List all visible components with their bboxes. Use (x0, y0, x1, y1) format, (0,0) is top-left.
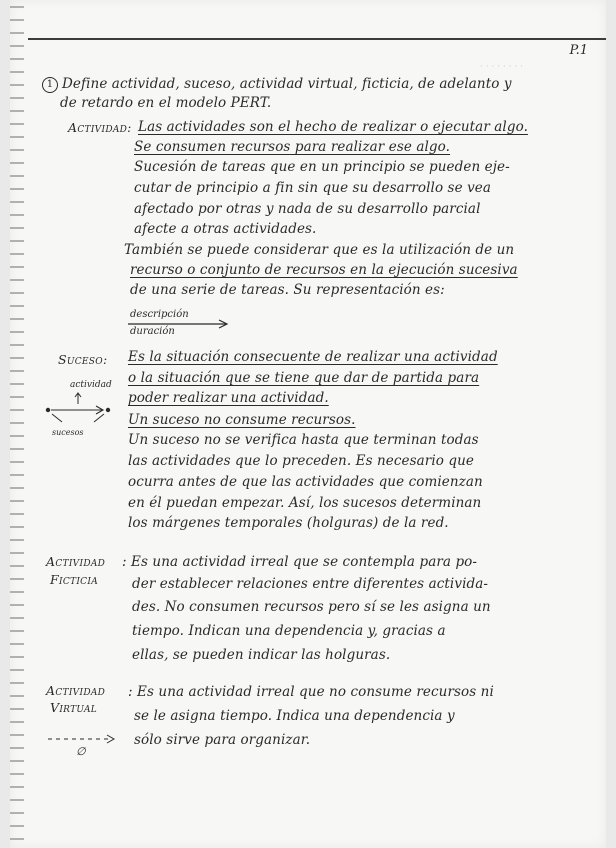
suceso-label: Suceso: (58, 352, 108, 367)
show-through-text: · · · · · · · · (480, 62, 523, 72)
suceso-line-7: ocurra antes de que las actividades que comienzan (128, 474, 483, 490)
suceso-line-5: Un suceso no se verifica hasta que terminan todas (128, 432, 479, 448)
diagram-duration-label: duración (130, 326, 175, 337)
suceso-node-diagram (40, 388, 130, 428)
spiral-binding (10, 0, 24, 848)
question-number: 1 (42, 77, 58, 93)
ficticia-line-3: des. No consumen recursos pero sí se les asigna un (132, 599, 491, 615)
suceso-line-1: Es la situación consecuente de realizar una actividad (128, 349, 498, 365)
virtual-line-2: se le asigna tiempo. Indica una dependencia y (134, 708, 455, 724)
notebook-page (10, 0, 606, 848)
suceso-line-6: las actividades que lo preceden. Es necesario que (128, 453, 475, 469)
actividad-line-7: También se puede considerar que es la utilización de un (124, 242, 515, 258)
question-line-1 (42, 75, 606, 93)
diagram-description-label: descripción (130, 309, 189, 320)
virtual-empty-symbol: ∅ (76, 745, 86, 758)
ficticia-label-2: Ficticia (50, 572, 99, 587)
question-text-1: Define actividad, suceso, actividad virtual, ficticia, de adelanto y (62, 76, 512, 92)
actividad-line-5: afectado por otras y nada de su desarrollo parcial (134, 201, 481, 217)
suceso-line-9: los márgenes temporales (holguras) de la red. (128, 515, 449, 531)
ficticia-line-2: der establecer relaciones entre diferentes activida- (132, 576, 489, 592)
question-line-2: de retardo en el modelo PERT. (60, 95, 272, 111)
suceso-line-4: Un suceso no consume recursos. (128, 412, 356, 428)
actividad-line-2: Se consumen recursos para realizar ese algo. (134, 139, 451, 155)
virtual-label-1: Actividad (46, 683, 106, 698)
virtual-label-2: Virtual (50, 700, 98, 715)
actividad-line-8: recurso o conjunto de recursos en la ejecución sucesiva (130, 262, 518, 278)
page-number: P.1 (569, 43, 588, 58)
virtual-line-3: sólo sirve para organizar. (134, 732, 311, 748)
suceso-line-3: poder realizar una actividad. (128, 390, 329, 406)
suceso-line-8: en él puedan empezar. Así, los sucesos determinan (128, 495, 482, 511)
actividad-line-9: de una serie de tareas. Su representación es: (130, 282, 445, 298)
top-margin-line (28, 38, 606, 40)
ficticia-line-5: ellas, se pueden indicar las holguras. (132, 647, 391, 663)
suceso-diagram-sucesos-label: sucesos (52, 428, 84, 437)
actividad-line-1: Las actividades son el hecho de realizar o ejecutar algo. (138, 119, 528, 135)
suceso-diagram-activity-label: actividad (70, 380, 112, 390)
virtual-dashed-arrow (46, 732, 122, 746)
ficticia-label-1: Actividad (46, 554, 106, 569)
actividad-line-3: Sucesión de tareas que en un principio se pueden eje- (134, 159, 510, 175)
ficticia-line-1: : Es una actividad irreal que se contempla para po- (122, 554, 478, 570)
ficticia-line-4: tiempo. Indican una dependencia y, gracias a (132, 623, 446, 639)
actividad-line-6: afecte a otras actividades. (134, 221, 317, 237)
virtual-line-1: : Es una actividad irreal que no consume recursos ni (128, 684, 494, 700)
actividad-line-4: cutar de principio a fin sin que su desarrollo se vea (134, 180, 492, 196)
actividad-label: Actividad: (68, 120, 132, 135)
suceso-line-2: o la situación que se tiene que dar de partida para (128, 370, 480, 386)
